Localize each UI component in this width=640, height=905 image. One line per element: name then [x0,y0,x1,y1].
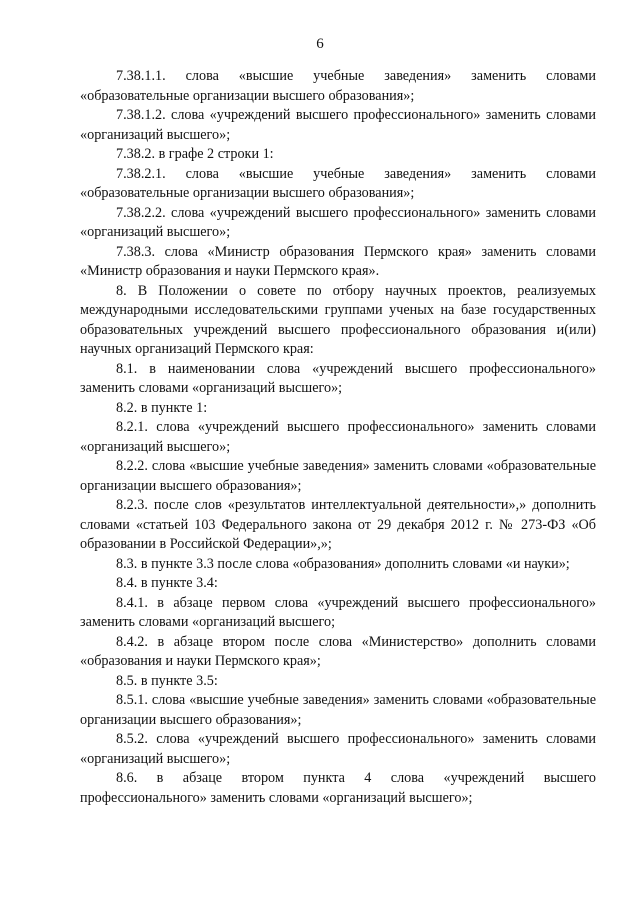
paragraph: 8.5.2. слова «учреждений высшего профессионального» заменить словами «организаций высшего»; [80,731,596,767]
page-number: 6 [316,36,324,52]
document-body [80,67,596,808]
paragraph: 7.38.3. слова «Министр образования Пермского края» заменить словами «Министр образования и науки Пермского края». [80,243,596,279]
paragraph: 8.5. в пункте 3.5: [116,672,218,689]
paragraph: 8.1. в наименовании слова «учреждений высшего профессионального» заменить словами «организаций высшего»; [80,360,596,396]
paragraph: 8. В Положении о совете по отбору научных проектов, реализуемых международными исследовательскими группами ученых на базе государственных образовательных учреждений высшего профессионального образования и(или) научных организаций Пермского края: [80,282,596,357]
paragraph: 7.38.2. в графе 2 строки 1: [116,146,274,162]
paragraph: 8.6. в абзаце втором пункта 4 слова «учреждений высшего профессионального» заменить словами «организаций высшего»; [80,770,596,806]
paragraph: 7.38.2.1. слова «высшие учебные заведения» заменить словами «образовательные организации высшего образования»; [80,165,596,201]
paragraph: 8.3. в пункте 3.3 после слова «образования» дополнить словами «и науки»; [116,555,570,572]
paragraph: 8.4. в пункте 3.4: [116,575,218,591]
paragraph: 8.2.3. после слов «результатов интеллектуальной деятельности»,» дополнить словами «статьей 103 Федерального закона от 29 декабря 2012 г. № 273-ФЗ «Об образовании в Российской Федерации»,»; [80,497,596,552]
paragraph: 7.38.2.2. слова «учреждений высшего профессионального» заменить словами «организаций высшего»; [80,204,596,240]
paragraph: 8.2. в пункте 1: [116,399,208,416]
paragraph: 8.5.1. слова «высшие учебные заведения» заменить словами «образовательные организации высшего образования»; [80,692,596,728]
paragraph: 8.2.2. слова «высшие учебные заведения» заменить словами «образовательные организации высшего образования»; [80,458,596,494]
paragraph: 8.2.1. слова «учреждений высшего профессионального» заменить словами «организаций высшего»; [80,419,596,455]
paragraph: 7.38.1.2. слова «учреждений высшего профессионального» заменить словами «организаций высшего»; [80,107,596,143]
paragraph: 7.38.1.1. слова «высшие учебные заведения» заменить словами «образовательные организации высшего образования»; [80,68,596,104]
paragraph: 8.4.1. в абзаце первом слова «учреждений высшего профессионального» заменить словами «организаций высшего; [80,594,596,630]
paragraph: 8.4.2. в абзаце втором после слова «Министерство» дополнить словами «образования и науки Пермского края»; [80,633,596,669]
